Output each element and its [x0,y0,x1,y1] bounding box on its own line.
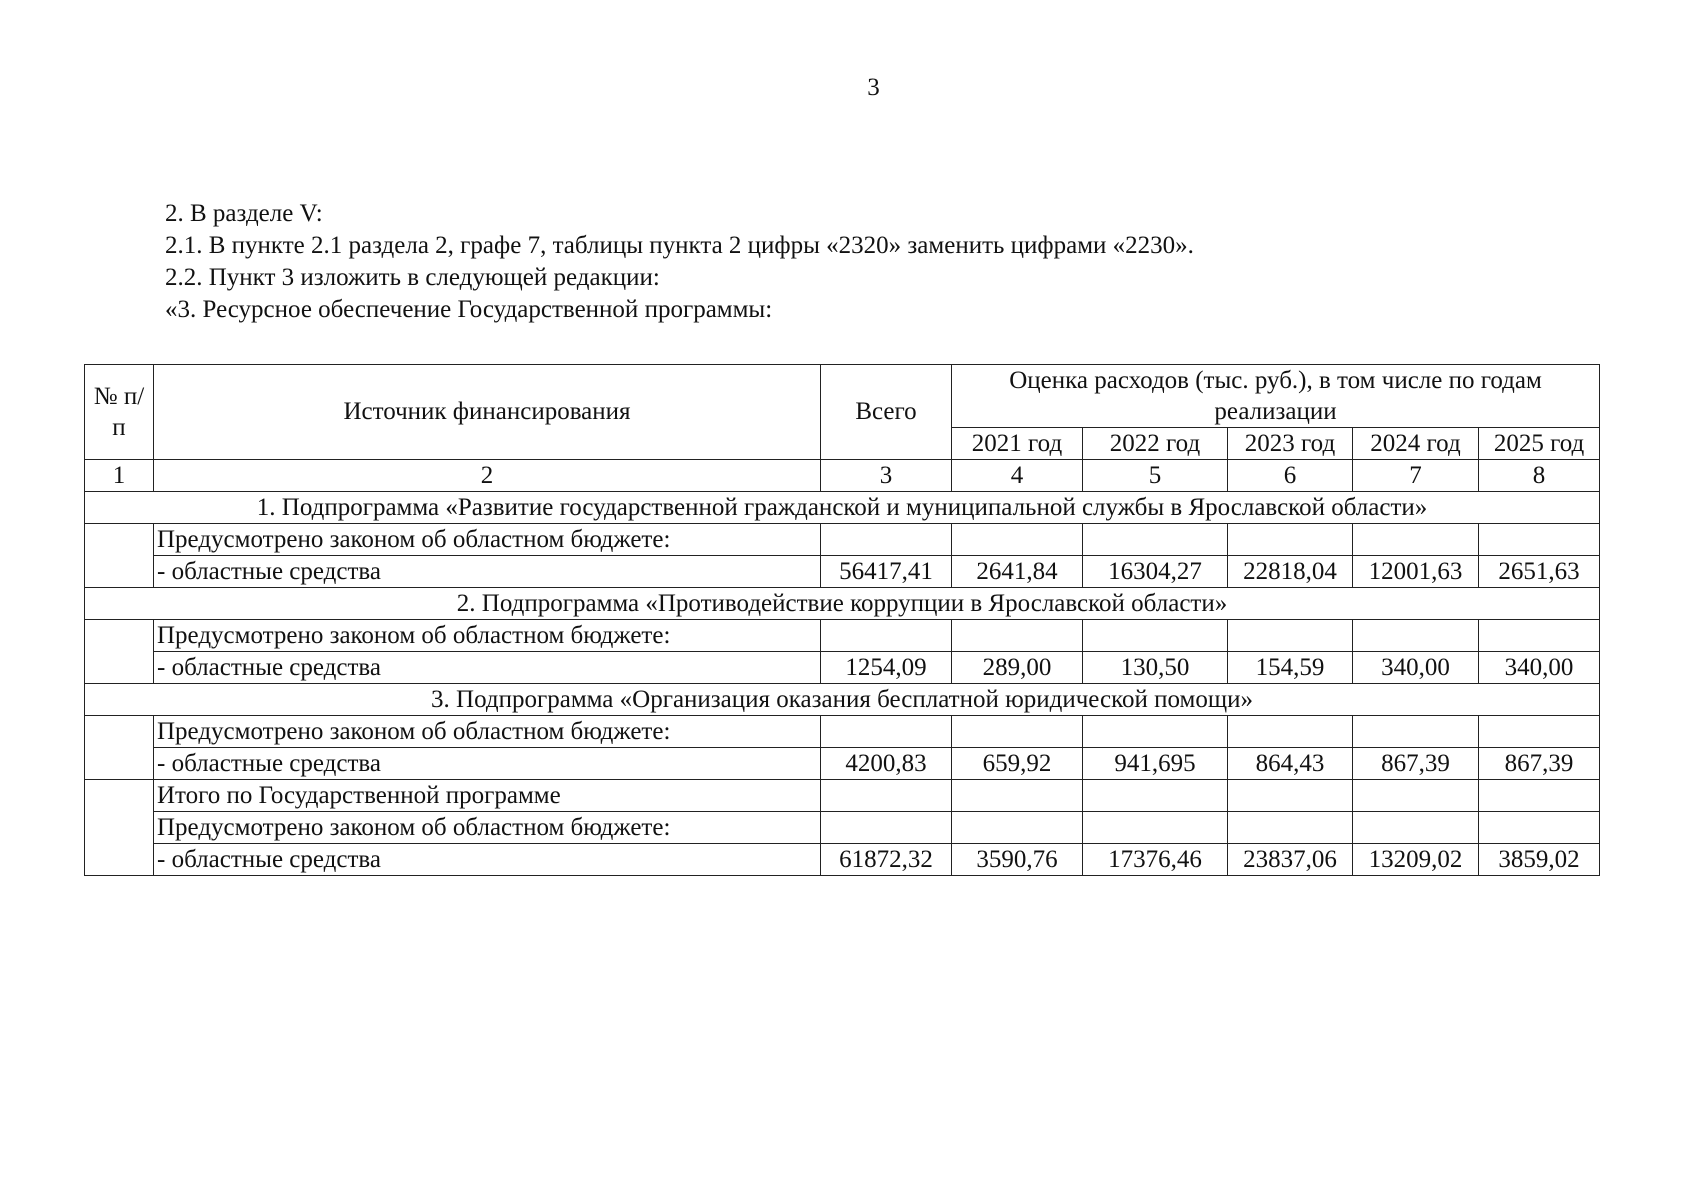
funds-label: - областные средства [154,652,821,684]
col-number: 6 [1228,460,1353,492]
subprogram-title: 1. Подпрограмма «Развитие государственной гражданской и муниципальной службы в Ярославской области» [85,492,1600,524]
funds-label: - областные средства [154,844,821,876]
value-2024: 12001,63 [1353,556,1479,588]
value-total: 61872,32 [821,844,952,876]
value-2023: 22818,04 [1228,556,1353,588]
value-2024: 340,00 [1353,652,1479,684]
col-number: 3 [821,460,952,492]
value-2023: 864,43 [1228,748,1353,780]
value-total: 4200,83 [821,748,952,780]
value-2023: 23837,06 [1228,844,1353,876]
provided-row [85,812,1600,844]
provided-row [85,620,1600,652]
year-2025: 2025 год [1479,428,1600,460]
empty-num-cell [85,780,154,876]
value-2025: 867,39 [1479,748,1600,780]
intro-line-2: 2.1. В пункте 2.1 раздела 2, графе 7, таблицы пункта 2 цифры «2320» заменить цифрами «2230». [165,232,1194,259]
column-numbers-row [85,460,1600,492]
funds-label: - областные средства [154,556,821,588]
header-total: Всего [821,365,952,460]
value-2022: 130,50 [1083,652,1228,684]
subprogram-title: 3. Подпрограмма «Организация оказания бесплатной юридической помощи» [85,684,1600,716]
value-2022: 17376,46 [1083,844,1228,876]
provided-label: Предусмотрено законом об областном бюджете: [154,716,821,748]
empty-num-cell [85,524,154,588]
value-2025: 3859,02 [1479,844,1600,876]
header-source: Источник финансирования [154,365,821,460]
value-2021: 2641,84 [952,556,1083,588]
provided-label: Предусмотрено законом об областном бюджете: [154,524,821,556]
header-num: № п/п [85,365,154,460]
value-total: 56417,41 [821,556,952,588]
provided-row [85,716,1600,748]
funds-label: - областные средства [154,748,821,780]
funds-row [85,556,1600,588]
value-2023: 154,59 [1228,652,1353,684]
value-total: 1254,09 [821,652,952,684]
year-2021: 2021 год [952,428,1083,460]
header-estimate: Оценка расходов (тыс. руб.), в том числе по годам реализации [952,365,1600,428]
subprogram-title-row [85,588,1600,620]
value-2025: 340,00 [1479,652,1600,684]
header-row [85,365,1600,428]
col-number: 4 [952,460,1083,492]
funds-row [85,748,1600,780]
intro-text [165,198,1194,326]
total-title: Итого по Государственной программе [154,780,821,812]
total-title-row [85,780,1600,812]
subprogram-title-row [85,684,1600,716]
empty-num-cell [85,620,154,684]
value-2025: 2651,63 [1479,556,1600,588]
funds-row [85,652,1600,684]
intro-line-1: 2. В разделе V: [165,200,323,227]
col-number: 1 [85,460,154,492]
provided-row [85,524,1600,556]
subprogram-title: 2. Подпрограмма «Противодействие коррупции в Ярославской области» [85,588,1600,620]
empty-num-cell [85,716,154,780]
year-2023: 2023 год [1228,428,1353,460]
year-2024: 2024 год [1353,428,1479,460]
resource-table [84,364,1600,876]
value-2021: 659,92 [952,748,1083,780]
value-2021: 289,00 [952,652,1083,684]
value-2024: 867,39 [1353,748,1479,780]
intro-line-3: 2.2. Пункт 3 изложить в следующей редакции: [165,264,660,291]
col-number: 7 [1353,460,1479,492]
value-2022: 16304,27 [1083,556,1228,588]
intro-line-4: «3. Ресурсное обеспечение Государственной программы: [165,296,773,323]
col-number: 8 [1479,460,1600,492]
col-number: 2 [154,460,821,492]
subprogram-title-row [85,492,1600,524]
page-number: 3 [867,74,880,101]
provided-label: Предусмотрено законом об областном бюджете: [154,812,821,844]
col-number: 5 [1083,460,1228,492]
funds-row [85,844,1600,876]
value-2022: 941,695 [1083,748,1228,780]
year-2022: 2022 год [1083,428,1228,460]
value-2024: 13209,02 [1353,844,1479,876]
provided-label: Предусмотрено законом об областном бюджете: [154,620,821,652]
value-2021: 3590,76 [952,844,1083,876]
